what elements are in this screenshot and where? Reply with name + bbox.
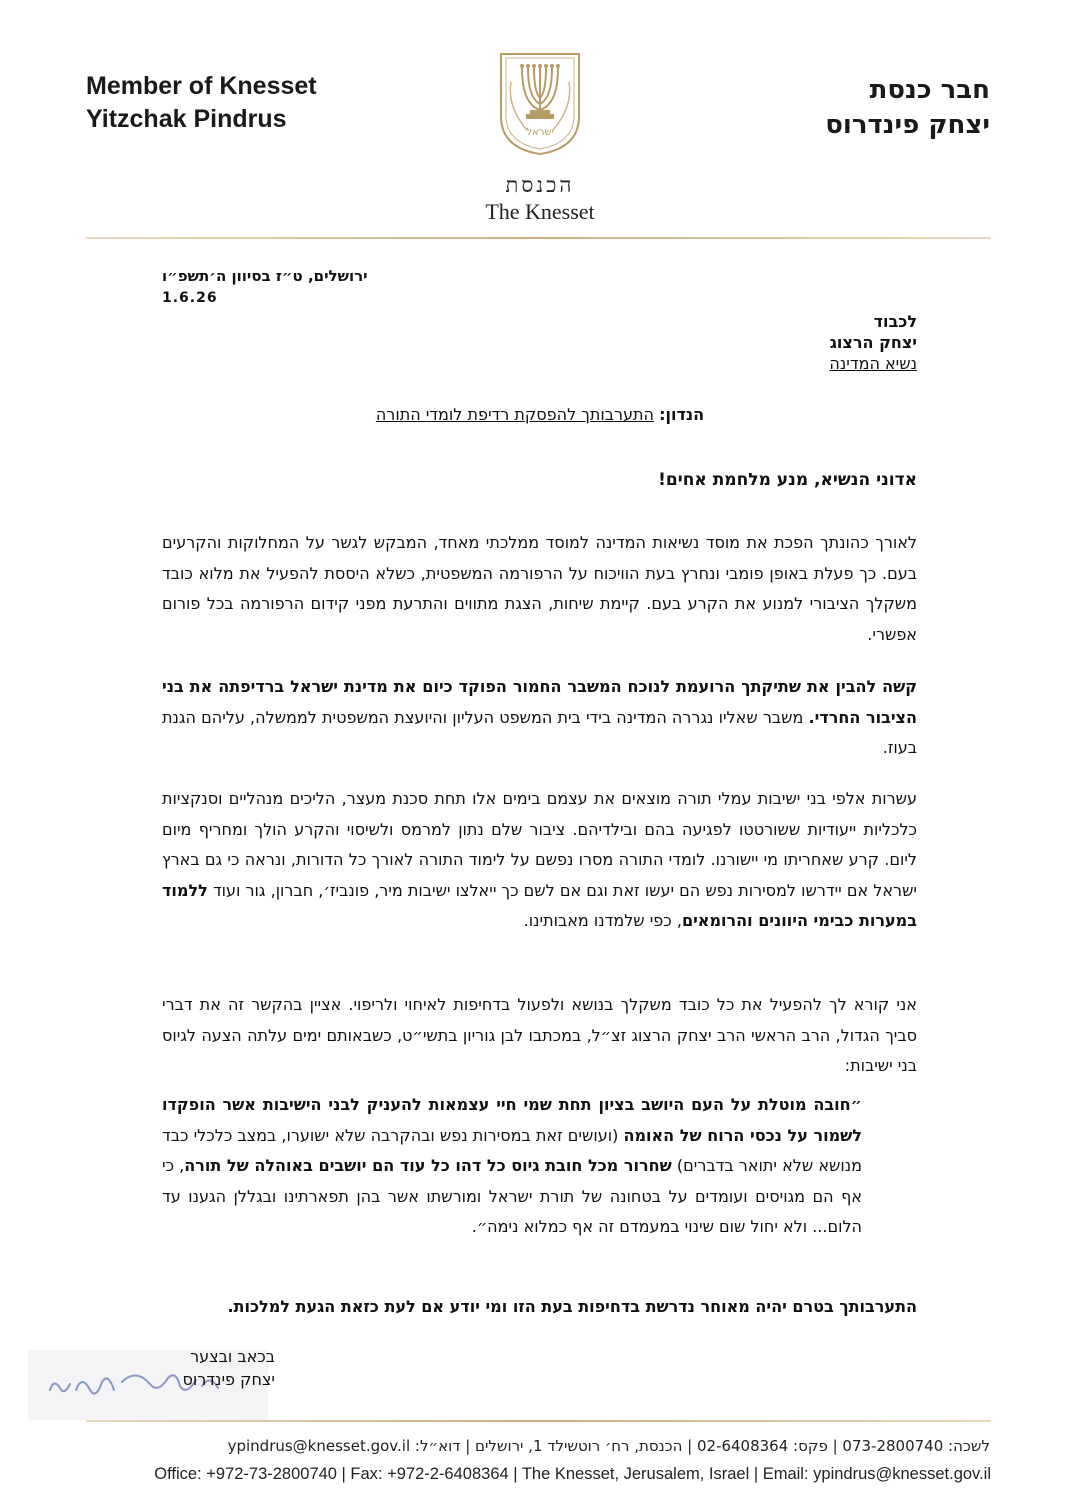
paragraph-2-text: משבר שאליו נגררה המדינה בידי בית המשפט העליון והיועצת המשפטית לממשלה, עליהם הגנת בעוז. [162,707,917,757]
header-hebrew-name [825,73,990,143]
paragraph-2-bold: קשה להבין את שתיקתך הרועמת לנוכח המשבר החמור הפוקד כיום את מדינת ישראל ברדיפתה את בני הציבור החרדי. [162,677,917,727]
signoff-block [150,1345,275,1391]
paragraph-3-bold: ללמוד במערות כבימי היוונים והרומאים [162,880,917,930]
quote-bold-1: ״חובה מוטלת על העם היושב בציון תחת שמי חיי עצמאות להעניק לבני הישיבות אשר הופקדו לשמור על נכסי הרוח של האומה [162,1095,862,1145]
paragraph-2 [162,672,917,764]
emblem-label: ישראל [526,127,554,138]
paragraph-3-text-b: , כפי שלמדנו מאבותינו. [523,911,682,930]
signoff-phrase: בכאב ובצער [190,1347,275,1366]
signoff-name: יצחק פינדרוס [182,1370,275,1389]
header-english-name [86,70,317,136]
footer-hebrew-contact: לשכה: 073-2800740 | פקס: 02-6408364 | הכנסת, רח׳ רוטשילד 1, ירושלים | דוא״ל: ypindrus@knesset.gov.il [227,1437,990,1455]
date-hebrew: ירושלים, ט״ז בסיוון ה׳תשפ״ו [162,267,368,285]
footer-divider [86,1420,991,1422]
knesset-emblem-icon [497,52,583,156]
closing-line: התערבותך בטרם יהיה מאוחר נדרשת בדחיפות בעת הזו ומי יודע אם לעת כזאת הגעת למלכות. [227,1297,917,1316]
subject-line [160,405,920,424]
header-divider [86,237,991,239]
paragraph-4 [162,990,917,1082]
date-numeric: 1.6.26 [162,290,218,306]
header-en-title: Member of Knesset [86,72,317,100]
paragraph-1-text: לאורך כהונתך הפכת את מוסד נשיאות המדינה למוסד ממלכתי מאחד, המבקש לגשר על המחלוקות והקרעים בעם. כך פעלת באופן פומבי ונחרץ בעת הוויכוח על הרפורמה המשפטית, כשלא היססת להפעיל את מלוא כובד משקלך הציבורי למנוע את הקרע בעם. קיימת שיחות, הצגת מתווים והתרעת מפני קידום הרפורמה בכל פורום אפשרי. [162,533,917,644]
addressee-title: נשיא המדינה [829,354,917,373]
paragraph-1 [162,528,917,650]
knesset-hebrew: הכנסת [505,173,575,197]
header-he-title: חבר כנסת [869,75,990,105]
quote-bold-2: שחרור מכל חובת גיוס כל דהו כל עוד הם יושבים באוהלה של תורה [184,1156,672,1175]
quote-text-2: , כי אף הם מגויסים ועומדים על בטחונה של תורת ישראל ומורשתו אשר בהן תפארתינו ובגללן הגענו עד הלום... ולא יחול שום שינוי במעמדם זה אף כמלוא נימה״. [162,1156,862,1236]
paragraph-4-text: אני קורא לך להפעיל את כל כובד משקלך בנושא ולפעול בדחיפות לאיחוי ולריפוי. אציין בהקשר זה את דברי סביך הגדול, הרב הראשי הרב יצחק הרצוג זצ״ל, במכתבו לבן גוריון בתשי״ט, כשבאותם ימים עלתה הצעה לגיוס בני ישיבות: [162,995,917,1075]
quote-block [162,1090,862,1243]
addressee-salutation: לכבוד [873,312,917,331]
paragraph-3-text-a: עשרות אלפי בני ישיבות עמלי תורה מוצאים את עצמם בימים אלו תחת סכנת מעצר, הליכים מנהליים וסנקציות כלכליות ייעודיות ששורטטו לפגיעה בהם ובילדיהם. ציבור שלם נתון למרמס ולשיסוי והקרע הולך ומחריף מיום ליום. קרע שאחריתו מי יישורנו. לומדי התורה מסרו נפשם על לימוד התורה לאורך כל הדורות, ונראה כי גם בארץ ישראל אם יידרשו למסירות נפש הם יעשו זאת וגם אם לשם כך ייאלצו ישיבות מיר, פונביז׳, חברון, גור ועוד [162,789,917,900]
quote-text-1: (ועושים זאת במסירות נפש ובהקרבה שלא ישוערו, במצב כלכלי כבד מנושא שלא יתואר בדברים) [162,1125,863,1175]
addressee-block [617,311,917,374]
greeting: אדוני הנשיא, מנע מלחמת אחים! [658,470,917,490]
header-he-name: יצחק פינדרוס [825,110,990,140]
addressee-name: יצחק הרצוג [829,333,917,352]
paragraph-3 [162,784,917,937]
knesset-english: The Knesset [485,199,595,224]
header-en-name: Yitzchak Pindrus [86,105,287,133]
subject-text: התערבותך להפסקת רדיפת לומדי התורה [375,405,655,424]
footer-english-contact: Office: +972-73-2800740 | Fax: +972-2-6408364 | The Knesset, Jerusalem, Israel | Email: ypindrus@knesset.gov.il [154,1465,991,1483]
subject-label: הנדון: [659,405,705,424]
